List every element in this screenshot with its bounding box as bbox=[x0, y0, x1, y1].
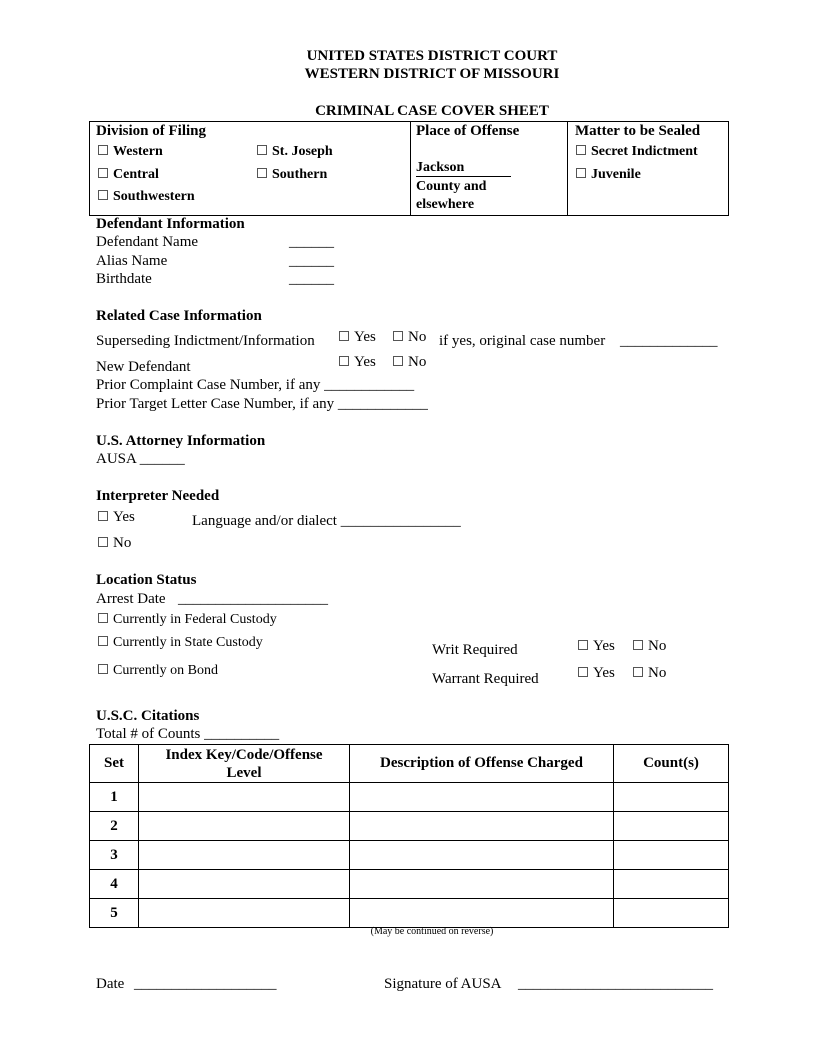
alias-name-field[interactable]: ______ bbox=[289, 253, 334, 269]
checkbox[interactable] bbox=[98, 145, 108, 155]
division-option-southern[interactable]: Southern bbox=[257, 167, 327, 183]
date-field[interactable]: ___________________ bbox=[134, 976, 277, 992]
warrant-label: Warrant Required bbox=[432, 671, 539, 687]
new-defendant-no[interactable]: No bbox=[393, 354, 426, 371]
on-bond[interactable]: Currently on Bond bbox=[98, 663, 218, 679]
prior-complaint-field[interactable]: ____________ bbox=[324, 377, 415, 393]
total-counts-label: Total # of Counts __________ bbox=[96, 726, 280, 742]
ausa-label: AUSA ______ bbox=[96, 451, 185, 467]
index-key-cell[interactable] bbox=[139, 870, 350, 899]
checkbox[interactable] bbox=[98, 168, 108, 178]
checkbox[interactable] bbox=[576, 168, 586, 178]
prior-complaint-label: Prior Complaint Case Number, if any ____________ bbox=[96, 377, 415, 393]
description-cell[interactable] bbox=[350, 812, 614, 841]
checkbox[interactable] bbox=[98, 537, 108, 547]
writ-no[interactable]: No bbox=[633, 638, 666, 655]
row-set-number: 4 bbox=[90, 870, 139, 899]
checkbox[interactable] bbox=[393, 356, 403, 366]
superseding-label: Superseding Indictment/Information bbox=[96, 333, 315, 349]
interpreter-no[interactable]: No bbox=[98, 535, 131, 552]
warrant-yes[interactable]: Yes bbox=[578, 665, 615, 682]
arrest-date-label: Arrest Date bbox=[96, 591, 166, 607]
col-index-key: Index Key/Code/Offense Level bbox=[139, 745, 350, 783]
description-cell[interactable] bbox=[350, 841, 614, 870]
writ-label: Writ Required bbox=[432, 642, 518, 658]
signature-label: Signature of AUSA bbox=[384, 976, 502, 992]
checkbox[interactable] bbox=[393, 331, 403, 341]
new-defendant-label: New Defendant bbox=[96, 359, 191, 375]
index-key-cell[interactable] bbox=[139, 812, 350, 841]
superseding-yes[interactable]: Yes bbox=[339, 329, 376, 346]
defendant-name-label: Defendant Name bbox=[96, 234, 199, 250]
district-name: WESTERN DISTRICT OF MISSOURI bbox=[304, 66, 560, 82]
counts-cell[interactable] bbox=[614, 783, 729, 812]
sealed-option-secret-indictment[interactable]: Secret Indictment bbox=[576, 144, 698, 160]
description-cell[interactable] bbox=[350, 783, 614, 812]
superseding-no[interactable]: No bbox=[393, 329, 426, 346]
alias-name-label: Alias Name bbox=[96, 253, 168, 269]
table-footnote: (May be continued on reverse) bbox=[370, 926, 494, 937]
division-option-st-joseph[interactable]: St. Joseph bbox=[257, 144, 333, 160]
row-set-number: 3 bbox=[90, 841, 139, 870]
total-counts-field[interactable]: __________ bbox=[204, 726, 280, 742]
birthdate-label: Birthdate bbox=[96, 271, 152, 287]
checkbox[interactable] bbox=[633, 640, 643, 650]
description-cell[interactable] bbox=[350, 899, 614, 928]
defendant-name-field[interactable]: ______ bbox=[289, 234, 334, 250]
index-key-cell[interactable] bbox=[139, 841, 350, 870]
checkbox[interactable] bbox=[98, 190, 108, 200]
original-case-label: if yes, original case number bbox=[439, 333, 606, 349]
attorney-heading: U.S. Attorney Information bbox=[96, 433, 266, 449]
related-heading: Related Case Information bbox=[96, 308, 262, 324]
row-set-number: 1 bbox=[90, 783, 139, 812]
col-description: Description of Offense Charged bbox=[350, 745, 614, 783]
ausa-field[interactable]: ______ bbox=[139, 451, 185, 467]
location-heading: Location Status bbox=[96, 572, 197, 588]
signature-field[interactable]: __________________________ bbox=[518, 976, 713, 992]
citations-table bbox=[89, 744, 729, 928]
sealed-heading: Matter to be Sealed bbox=[575, 123, 701, 139]
warrant-no[interactable]: No bbox=[633, 665, 666, 682]
place-suffix-1: County and bbox=[416, 179, 487, 194]
table-row bbox=[90, 841, 729, 870]
citations-heading: U.S.C. Citations bbox=[96, 708, 200, 724]
division-option-southwestern[interactable]: Southwestern bbox=[98, 189, 195, 205]
custody-state[interactable]: Currently in State Custody bbox=[98, 635, 263, 651]
row-set-number: 5 bbox=[90, 899, 139, 928]
interpreter-yes[interactable]: Yes bbox=[98, 509, 135, 526]
date-label: Date bbox=[96, 976, 125, 992]
birthdate-field[interactable]: ______ bbox=[289, 271, 334, 287]
language-field[interactable]: ________________ bbox=[340, 513, 461, 529]
checkbox[interactable] bbox=[339, 331, 349, 341]
description-cell[interactable] bbox=[350, 870, 614, 899]
place-suffix-2: elsewhere bbox=[416, 197, 475, 212]
checkbox[interactable] bbox=[633, 667, 643, 677]
counts-cell[interactable] bbox=[614, 812, 729, 841]
index-key-cell[interactable] bbox=[139, 899, 350, 928]
place-heading: Place of Offense bbox=[416, 123, 520, 139]
custody-federal[interactable]: Currently in Federal Custody bbox=[98, 612, 277, 628]
checkbox[interactable] bbox=[576, 145, 586, 155]
counts-cell[interactable] bbox=[614, 899, 729, 928]
checkbox[interactable] bbox=[98, 664, 108, 674]
language-label: Language and/or dialect ________________ bbox=[192, 513, 461, 529]
writ-yes[interactable]: Yes bbox=[578, 638, 615, 655]
checkbox[interactable] bbox=[578, 667, 588, 677]
index-key-cell[interactable] bbox=[139, 783, 350, 812]
prior-target-label: Prior Target Letter Case Number, if any ____________ bbox=[96, 396, 428, 412]
interpreter-heading: Interpreter Needed bbox=[96, 488, 220, 504]
col-set: Set bbox=[90, 745, 139, 783]
checkbox[interactable] bbox=[339, 356, 349, 366]
table-row bbox=[90, 870, 729, 899]
table-row bbox=[90, 812, 729, 841]
col-counts: Count(s) bbox=[614, 745, 729, 783]
division-heading: Division of Filing bbox=[96, 123, 207, 139]
checkbox[interactable] bbox=[98, 636, 108, 646]
defendant-heading: Defendant Information bbox=[96, 216, 245, 232]
checkbox[interactable] bbox=[257, 168, 267, 178]
arrest-date-field[interactable]: ____________________ bbox=[178, 591, 328, 607]
form-title: CRIMINAL CASE COVER SHEET bbox=[315, 103, 549, 119]
counts-cell[interactable] bbox=[614, 870, 729, 899]
table-row bbox=[90, 783, 729, 812]
table-row bbox=[90, 899, 729, 928]
table-header-row bbox=[90, 745, 729, 783]
division-option-western[interactable]: Western bbox=[98, 144, 163, 160]
prior-target-field[interactable]: ____________ bbox=[337, 396, 428, 412]
division-option-central[interactable]: Central bbox=[98, 167, 159, 183]
new-defendant-yes[interactable]: Yes bbox=[339, 354, 376, 371]
checkbox[interactable] bbox=[98, 511, 108, 521]
place-county: Jackson bbox=[416, 160, 511, 177]
checkbox[interactable] bbox=[257, 145, 267, 155]
row-set-number: 2 bbox=[90, 812, 139, 841]
checkbox[interactable] bbox=[578, 640, 588, 650]
checkbox[interactable] bbox=[98, 613, 108, 623]
original-case-field[interactable]: _____________ bbox=[620, 333, 718, 349]
sealed-option-juvenile[interactable]: Juvenile bbox=[576, 167, 641, 183]
court-name: UNITED STATES DISTRICT COURT bbox=[306, 48, 558, 64]
counts-cell[interactable] bbox=[614, 841, 729, 870]
